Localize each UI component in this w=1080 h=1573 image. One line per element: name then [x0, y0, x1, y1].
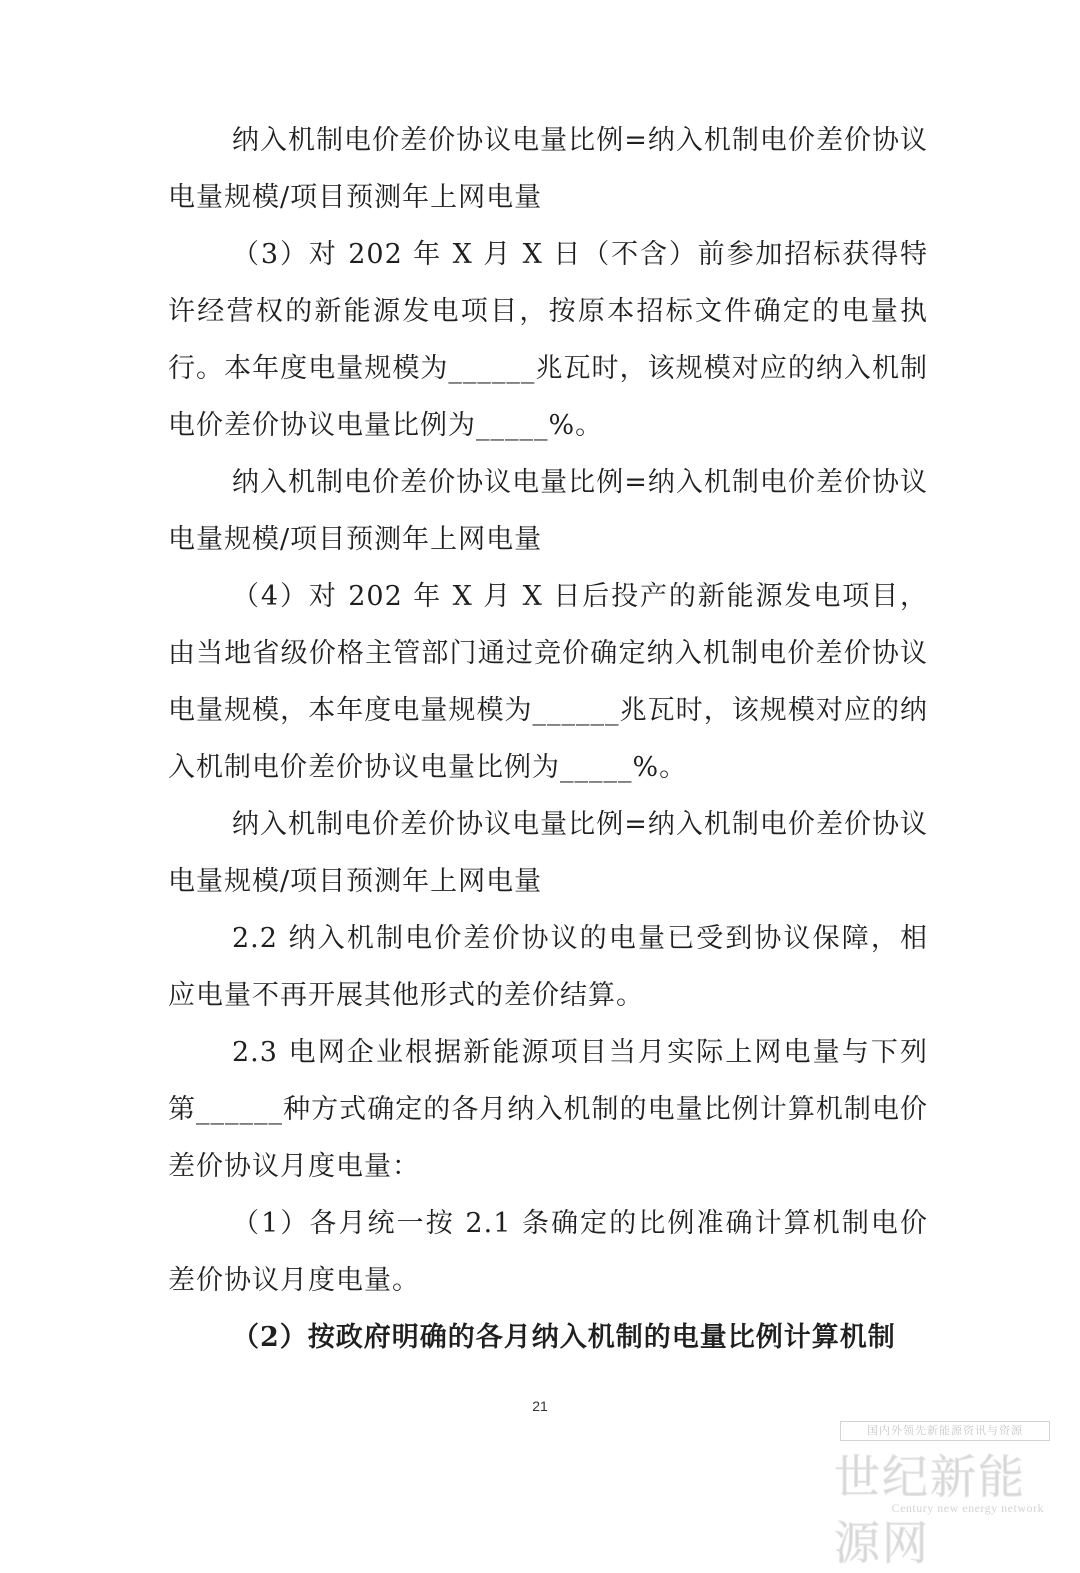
paragraph-option-1: （1）各月统一按 2.1 条确定的比例准确计算机制电价差价协议月度电量。: [168, 1208, 928, 1296]
document-body: [168, 112, 928, 1366]
paragraph-ratio-formula-2: 纳入机制电价差价协议电量比例=纳入机制电价差价协议电量规模/项目预测年上网电量: [168, 467, 928, 555]
paragraph-section-2-3: 2.3 电网企业根据新能源项目当月实际上网电量与下列第______种方式确定的各月纳入机制的电量比例计算机制电价差价协议月度电量：: [168, 1037, 928, 1182]
paragraph-ratio-formula-1: 纳入机制电价差价协议电量比例=纳入机制电价差价协议电量规模/项目预测年上网电量: [168, 125, 928, 213]
watermark-logo-text: 世纪新能源网: [834, 1450, 1026, 1570]
paragraph-ratio-formula-3: 纳入机制电价差价协议电量比例=纳入机制电价差价协议电量规模/项目预测年上网电量: [168, 809, 928, 897]
watermark-tagline: 国内外领先新能源资讯与资源: [840, 1421, 1050, 1441]
page-number: 21: [532, 1398, 548, 1414]
paragraph-item-4: （4）对 202 年 X 月 X 日后投产的新能源发电项目，由当地省级价格主管部门通过竞价确定纳入机制电价差价协议电量规模，本年度电量规模为______兆瓦时，该规模对应的纳入机制电价差价协议电量比例为_____%。: [168, 581, 928, 783]
paragraph-option-2: （2）按政府明确的各月纳入机制的电量比例计算机制: [232, 1322, 896, 1353]
paragraph-item-3: （3）对 202 年 X 月 X 日（不含）前参加招标获得特许经营权的新能源发电项目，按原本招标文件确定的电量执行。本年度电量规模为______兆瓦时，该规模对应的纳入机制电价差价协议电量比例为_____%。: [168, 239, 928, 441]
watermark-subtitle: Century new energy network: [891, 1501, 1044, 1515]
paragraph-section-2-2: 2.2 纳入机制电价差价协议的电量已受到协议保障，相应电量不再开展其他形式的差价结算。: [168, 923, 928, 1011]
watermark: [834, 1421, 1064, 1570]
